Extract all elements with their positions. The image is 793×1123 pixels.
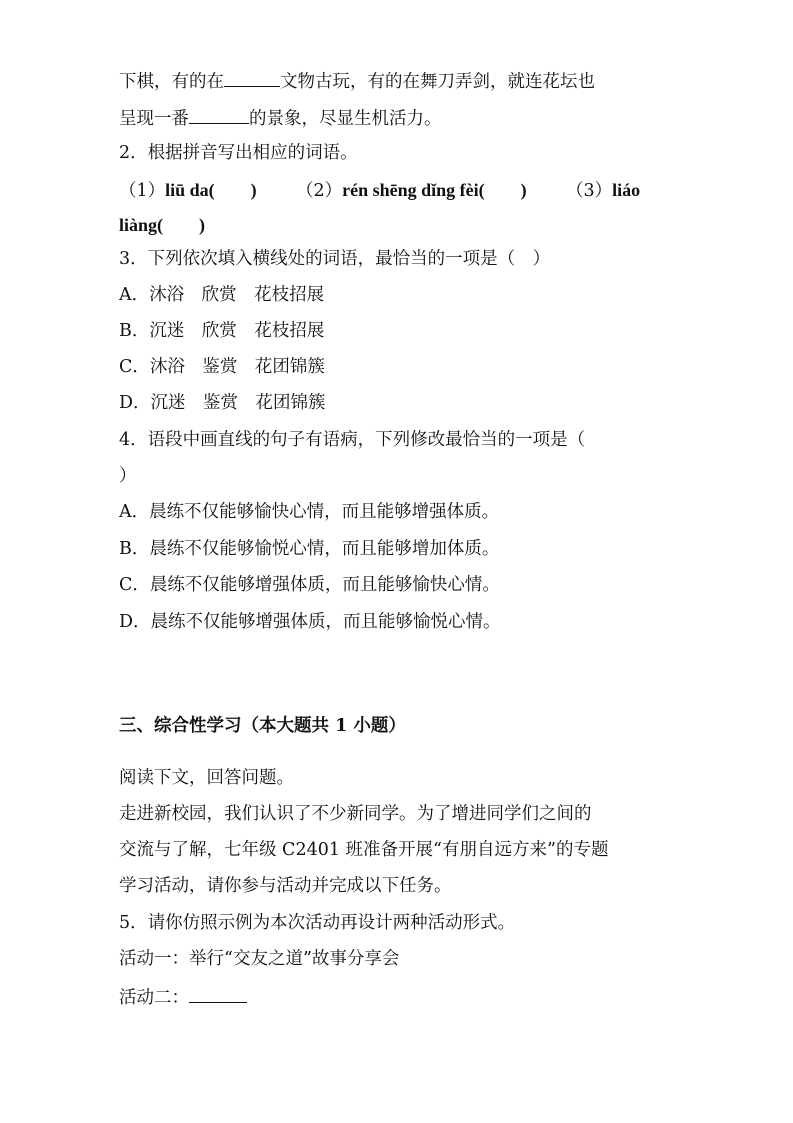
activity-1: 活动一：举行“交友之道”故事分享会 [119, 949, 400, 969]
intro-text: 下棋，有的在 [119, 72, 224, 92]
item-number: （2） [296, 181, 343, 201]
passage-line-3: 学习活动，请你参与活动并完成以下任务。 [119, 876, 452, 896]
activity-2-label: 活动二： [119, 988, 189, 1008]
option-c: C．晨练不仅能够增强体质，而且能够愉快心情。 [119, 575, 500, 595]
pinyin-text: liáo [612, 180, 641, 200]
question-2-stem: 2．根据拼音写出相应的词语。 [119, 143, 358, 163]
pinyin-item-3 [566, 178, 640, 203]
item-number: （3） [566, 181, 613, 201]
option-b: B．晨练不仅能够愉悦心情，而且能够增加体质。 [119, 539, 500, 559]
answer-blank [189, 984, 247, 1003]
question-4-stem-end: ） [119, 466, 137, 486]
pinyin-text: liū da( ) [165, 180, 257, 200]
intro-text: 呈现一番 [119, 109, 189, 129]
question-5-stem: 5．请你仿照示例为本次活动再设计两种活动形式。 [119, 913, 516, 933]
instruction: 阅读下文，回答问题。 [119, 768, 294, 788]
question-4-stem: 4．语段中画直线的句子有语病，下列修改最恰当的一项是（ [119, 430, 586, 450]
option-a: A．晨练不仅能够愉快心情，而且能够增强体质。 [119, 502, 500, 522]
option-d: D．晨练不仅能够增强体质，而且能够愉悦心情。 [119, 612, 501, 632]
option-a: A．沐浴 欣赏 花枝招展 [119, 285, 325, 305]
option-c: C．沐浴 鉴赏 花团锦簇 [119, 357, 325, 377]
intro-text: 的景象，尽显生机活力。 [249, 109, 442, 129]
fill-blank [224, 68, 280, 87]
intro-text: 文物古玩，有的在舞刀弄剑，就连花坛也 [280, 72, 595, 92]
question-3-stem: 3．下列依次填入横线处的词语，最恰当的一项是（ ） [119, 249, 551, 269]
intro-line-2 [119, 105, 442, 131]
fill-blank [189, 105, 249, 124]
intro-line-1 [119, 68, 595, 94]
option-b: B．沉迷 欣赏 花枝招展 [119, 321, 325, 341]
item-number: （1） [119, 181, 166, 201]
pinyin-item-2 [296, 178, 527, 203]
pinyin-text: rén shēng dǐng fèi( ) [342, 180, 527, 200]
pinyin-item-1 [119, 178, 257, 203]
passage-line-1: 走进新校园，我们认识了不少新同学。为了增进同学们之间的 [119, 804, 592, 824]
option-d: D．沉迷 鉴赏 花团锦簇 [119, 393, 326, 413]
section-heading: 三、综合性学习（本大题共 1 小题） [119, 716, 406, 736]
activity-2 [119, 984, 247, 1010]
pinyin-item-3-continued: liàng( ) [119, 215, 206, 235]
passage-line-2: 交流与了解，七年级 C2401 班准备开展“有朋自远方来”的专题 [119, 840, 609, 860]
